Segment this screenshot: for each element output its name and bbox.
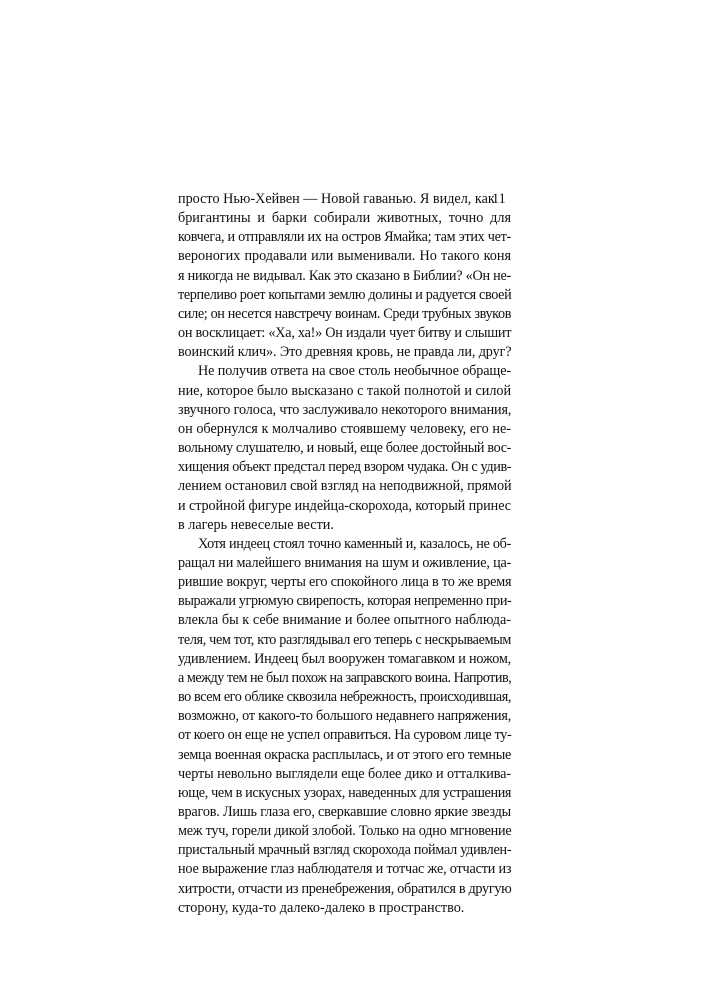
text-line: выражали угрюмую свирепость, которая непременно при-: [178, 593, 512, 610]
text-line: ние, которое было высказано с такой полнотой и силой: [178, 382, 512, 399]
text-line: а между тем не был похож на заправского воина. Напротив,: [178, 669, 512, 686]
text-line: юще, чем в искусных узорах, наведенных для устрашения: [178, 784, 512, 801]
text-line: хищения объект предстал перед взором чудака. Он с удив-: [178, 459, 512, 476]
text-line: он обернулся к молчаливо стоявшему человеку, его не-: [178, 420, 511, 437]
text-line: и стройной фигуре индейца-скорохода, который принес: [178, 497, 511, 514]
page-text: [178, 190, 511, 918]
text-line: хитрости, отчасти из пренебрежения, обратился в другую: [178, 880, 512, 897]
text-line: во всем его облике сквозила небрежность, происходившая,: [178, 689, 511, 706]
text-line: Хотя индеец стоял точно каменный и, казалось, не об-: [198, 535, 511, 552]
text-line: просто Нью-Хейвен — Новой гаванью. Я видел, как: [178, 191, 495, 207]
text-line: Не получив ответа на свое столь необычное обраще-: [198, 363, 511, 380]
text-line: вероногих продавали или выменивали. Но такого коня: [178, 248, 511, 265]
text-line: силе; он несется навстречу воинам. Среди трубных звуков: [178, 305, 512, 322]
text-line: терпеливо роет копытами землю долины и радуется своей: [178, 286, 512, 303]
text-line: я никогда не видывал. Как это сказано в Библии? «Он не-: [178, 267, 511, 284]
text-line: от коего он еще не успел оправиться. На суровом лице ту-: [178, 727, 512, 744]
paragraph-3: [178, 535, 511, 918]
text-line: влекла бы к себе внимание и более опытного наблюда-: [178, 612, 511, 629]
text-line: вольному слушателю, и новый, еще более достойный вос-: [178, 440, 511, 457]
text-line: теля, чем тот, кто разглядывал его теперь с нескрываемым: [178, 631, 512, 648]
text-line: лением остановил свой взгляд на неподвижной, прямой: [178, 478, 512, 495]
page-number: 11: [492, 191, 506, 207]
text-line: ное выражение глаз наблюдателя и тотчас же, отчасти из: [178, 861, 512, 878]
text-line: звучного голоса, что заслуживало некоторого внимания,: [178, 401, 512, 418]
text-line: сторону, куда-то далеко-далеко в пространство.: [178, 899, 465, 916]
text-line: рившие вокруг, черты его спокойного лица в то же время: [178, 574, 512, 591]
text-line: возможно, от какого-то большого недавнего напряжения,: [178, 708, 512, 725]
text-line: меж туч, горели дикой злобой. Только на одно мгновение: [178, 823, 512, 840]
text-line: врагов. Лишь глаза его, сверкавшие словно яркие звезды: [178, 804, 511, 820]
text-line: бригантины и барки собирали животных, точно для: [178, 210, 511, 227]
paragraph-2: [178, 362, 511, 534]
text-line: удивлением. Индеец был вооружен томагавком и ножом,: [178, 650, 511, 667]
text-line: ращал ни малейшего внимания на шум и оживление, ца-: [178, 554, 512, 571]
text-line: он восклицает: «Ха, ха!» Он издали чует битву и слышит: [178, 325, 512, 342]
text-line: пристальный мрачный взгляд скорохода поймал удивлен-: [178, 842, 512, 859]
text-line: ковчега, и отправляли их на остров Ямайка; там этих чет-: [178, 229, 511, 246]
text-line: воинский клич». Это древняя кровь, не правда ли, друг?: [178, 344, 512, 361]
text-line: черты невольно выглядели еще более дико и отталкива-: [178, 765, 511, 782]
paragraph-1: [178, 190, 511, 362]
text-line: земца военная окраска расплылась, и от этого его темные: [178, 746, 511, 763]
text-line: в лагерь невеселые вести.: [178, 516, 334, 533]
